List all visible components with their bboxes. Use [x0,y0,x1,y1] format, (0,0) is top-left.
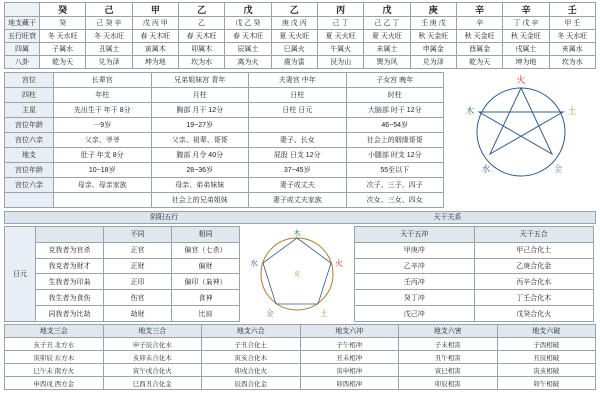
cell: 夏 天火旺 [317,30,363,43]
cell-day-master: 日柱 日元 [249,103,347,118]
cell: 比肩 [172,306,240,322]
cell: 巽为风 [364,56,410,69]
row-label: 宫位 [5,73,54,88]
row-label: 主星 [5,103,54,118]
cell: 寅亥合化木 [202,351,301,364]
cell: 甲庚冲 [355,242,475,258]
row-label [5,3,40,17]
cell: 寅午戌合化火 [103,364,202,377]
table-row [5,73,444,88]
cell: 甲己合化土 [474,242,594,258]
table-row [5,56,596,69]
cell: 克我者为官杀 [36,242,104,258]
cell: 癸 [40,17,86,30]
table-row [5,163,444,178]
ten-gods-table [4,226,240,322]
cell: 戊 乙 癸 [225,17,271,30]
cell: 卯辰相害 [399,377,498,390]
cell: 酉属金 [456,43,502,56]
cell: 巳属火 [271,43,317,56]
cell: 丁 戊 辛 [503,17,549,30]
cell-year-stem: 先出生干 年干 8分 [54,103,152,118]
cell: 寅亥相破 [497,364,596,377]
cell: 生我者为印枭 [36,274,104,290]
star-svg [446,72,596,190]
cell: 坤为地 [132,56,178,69]
col-header-clash: 天干五冲 [355,227,475,243]
cell: 巳午未 南方火 [5,364,104,377]
table-row [5,290,240,306]
cell: 己 癸 辛 [86,17,132,30]
cell: 乾为天 [40,56,86,69]
table-row [355,258,594,274]
cell: 次女、三女、四女 [346,193,444,208]
heavenly-stem-relations-table [354,226,594,322]
branch-header-cell: 辛 [503,3,549,17]
cell: 癸丁冲 [355,290,475,306]
wheel-node-metal: 金 [266,309,274,318]
table-row [5,178,444,193]
cell: 10~18岁 [54,163,152,178]
cell: 正官 [104,242,172,258]
wheel-node-fire: 火 [335,259,343,268]
cell: 时柱 [346,88,444,103]
col-header-sanhe: 地支三合 [103,325,202,338]
table-row [5,133,444,148]
col-header-combine: 天干五合 [474,227,594,243]
cell: 乙 [178,17,224,30]
cell: 坎为水 [549,56,595,69]
table-row [5,377,596,390]
cell: 未属土 [364,43,410,56]
row-label: 四属 [5,43,40,56]
col-header-sanhui: 地支三会 [5,325,104,338]
cell: 兑为泽 [86,56,132,69]
col-header-liuchong: 地支六冲 [300,325,399,338]
cell: 巳酉丑合化金 [103,377,202,390]
branch-relations-table [4,324,596,390]
cell: 母亲、弟弟妹妹 [151,178,249,193]
cell: 亥卯未合化木 [103,351,202,364]
band-right-label: 天干关系 [433,214,462,221]
cell: 辰酉合化金 [202,377,301,390]
cell: 丙辛合化水 [474,274,594,290]
cell: 春 天木旺 [225,30,271,43]
branch-header-cell: 甲 [132,3,178,17]
cell: 寅巳相害 [399,364,498,377]
cell-month-stem: 胸部 月干 12分 [151,103,249,118]
col-header-liuhai: 地支六害 [399,325,498,338]
cell: 偏官（七杀） [172,242,240,258]
cell: 丑辰相破 [497,351,596,364]
cell: 戌属土 [503,43,549,56]
cell: 丑未相冲 [300,351,399,364]
table-row [5,43,596,56]
cell-hour-branch: 小腿部 时支 12分 [346,148,444,163]
row-label: 宫位六亲 [5,133,54,148]
cell: 夏 天火旺 [364,30,410,43]
cell: 春 天木旺 [132,30,178,43]
cell: 离为火 [225,56,271,69]
row-label: 地支藏干 [5,17,40,30]
cell: 母亲、母亲家族 [54,178,152,193]
branch-header-cell: 庚 [410,3,456,17]
row-label: 四柱 [5,88,54,103]
table-row [5,103,444,118]
wheel-node-wood: 木 [293,229,301,238]
cell: 寅申相冲 [300,364,399,377]
cell: 丑属土 [86,43,132,56]
cell: 卯属木 [178,43,224,56]
star-node-fire: 火 [516,75,526,85]
cell: 乾为天 [456,56,502,69]
cell: 秋 天金旺 [503,30,549,43]
cell: 申属金 [410,43,456,56]
cell: 月柱 [151,88,249,103]
cell: 冬 天水旺 [40,30,86,43]
cell: 戊己冲 [355,306,475,322]
cell: 申酉戌 西方金 [5,377,104,390]
branch-header-cell: 戊 [225,3,271,17]
cell: 丁壬合化木 [474,290,594,306]
cell: 19~27岁 [151,118,249,133]
section-band [4,211,596,224]
table-row [5,227,240,243]
band-left-label: 阴阳五行 [150,214,179,221]
cell: 食神 [172,290,240,306]
table-row [5,306,240,322]
lower-section [4,226,596,322]
four-pillars-table [4,72,444,208]
cell: 28~36岁 [151,163,249,178]
five-element-star-diagram [446,72,596,190]
cell: 戊癸合化火 [474,306,594,322]
cell: 午属火 [317,43,363,56]
table-row [5,338,596,351]
table-row [355,227,594,243]
cell: 正印 [104,274,172,290]
cell-day-branch: 屁股 日支 12分 [249,148,347,163]
wheel-label-control: 克 [293,272,301,278]
table-row [5,325,596,338]
table-row [5,118,444,133]
cell: 秋 天金旺 [456,30,502,43]
cell [249,118,347,133]
cell: 父亲、爷爷 [54,133,152,148]
table-row [355,274,594,290]
branch-header-cell: 辛 [456,3,502,17]
table-row [355,306,594,322]
col-header-same: 相同 [172,227,240,243]
wheel-svg [242,226,352,322]
wheel-node-earth: 土 [320,309,328,318]
cell: 同我者为比劫 [36,306,104,322]
branch-header-cell: 戊 [364,3,410,17]
cell: 己 丁 [317,17,363,30]
star-node-earth: 土 [567,106,577,116]
cell: 正财 [104,258,172,274]
branch-header-cell: 乙 [178,3,224,17]
cell: 卯酉相冲 [300,377,399,390]
pillars-section [4,72,596,208]
cell: 寅属木 [132,43,178,56]
row-label: 宫位年龄 [5,163,54,178]
cell: 妻子、长女 [249,133,347,148]
cell: 一9岁 [54,118,152,133]
star-node-water: 水 [481,164,491,174]
cell: 我生者为食伤 [36,290,104,306]
cell: 辛 [456,17,502,30]
col-header-different: 不同 [104,227,172,243]
generation-control-wheel-diagram [242,226,352,322]
branch-header-cell: 丙 [317,3,363,17]
table-row [5,364,596,377]
col-header-liuhe: 地支六合 [202,325,301,338]
cell: 坤为地 [503,56,549,69]
cell: 子午相冲 [300,338,399,351]
cell: 夏 天火旺 [271,30,317,43]
row-label: 五行旺衰 [5,30,40,43]
cell: 子女宫 晚年 [346,73,444,88]
cell: 我克者为财才 [36,258,104,274]
cell: 申子辰合化水 [103,338,202,351]
cell: 卯午相破 [497,377,596,390]
table-row [5,242,240,258]
cell: 子属水 [40,43,86,56]
cell [54,193,152,208]
cell: 冬 天水旺 [86,30,132,43]
branch-header-cell: 己 [86,3,132,17]
cell: 年柱 [54,88,152,103]
row-label: 地支 [5,148,54,163]
cell: 偏印（枭神） [172,274,240,290]
cell: 日柱 [249,88,347,103]
cell: 兄弟姐妹宫 青年 [151,73,249,88]
cell: 夫妻宫 中年 [249,73,347,88]
cell: 壬 庚 戊 [410,17,456,30]
table-row [5,193,444,208]
cell: 春 天木旺 [178,30,224,43]
earthly-branch-table [4,2,596,69]
cell: 丑午相害 [399,351,498,364]
branch-header-cell: 壬 [549,3,595,17]
cell: 震为雷 [271,56,317,69]
cell: 社会上的姻缘哥哥 [346,133,444,148]
table-row [355,290,594,306]
cell: 46~54岁 [346,118,444,133]
cell: 乙辛冲 [355,258,475,274]
cell: 37~45岁 [249,163,347,178]
row-label-day-master: 日元 [5,227,36,322]
table-row [5,3,596,17]
table-row [5,88,444,103]
table-row [5,274,240,290]
cell: 妻子或丈夫家族 [249,193,347,208]
cell: 子酉相破 [497,338,596,351]
cell: 次子、三子、四子 [346,178,444,193]
cell: 亥子丑 北方水 [5,338,104,351]
cell: 坎为水 [178,56,224,69]
cell: 乙庚合化金 [474,258,594,274]
table-row [5,258,240,274]
cell: 艮为山 [317,56,363,69]
row-label: 宫位六亲 [5,178,54,193]
cell: 辰属土 [225,43,271,56]
cell-hour-stem: 大脑部 时干 12分 [346,103,444,118]
cell-month-branch: 腹部 月令 40分 [151,148,249,163]
cell: 55至以下 [346,163,444,178]
cell: 妻子或丈夫 [249,178,347,193]
cell: 甲 壬 [549,17,595,30]
cell: 戊 丙 甲 [132,17,178,30]
cell: 父亲、祖辈、哥哥 [151,133,249,148]
cell-year-branch: 肚子 年支 8分 [54,148,152,163]
cell: 伤官 [104,290,172,306]
table-row [5,17,596,30]
branch-header-cell: 癸 [40,3,86,17]
cell: 子丑合化土 [202,338,301,351]
row-label: 宫位年龄 [5,118,54,133]
row-label: 八卦 [5,56,40,69]
cell: 庚 戊 丙 [271,17,317,30]
cell: 兑为泽 [410,56,456,69]
cell: 偏财 [172,258,240,274]
cell: 秋 天金旺 [410,30,456,43]
cell: 亥属水 [549,43,595,56]
cell: 壬丙冲 [355,274,475,290]
wheel-node-water: 水 [250,259,258,268]
cell: 子未相害 [399,338,498,351]
table-row [5,30,596,43]
cell: 劫财 [104,306,172,322]
row-label [5,193,54,208]
cell: 寅卯辰 东方木 [5,351,104,364]
cell: 卯戌合化火 [202,364,301,377]
cell: 冬 天水旺 [549,30,595,43]
table-row [5,148,444,163]
col-header [36,227,104,243]
cell: 己 乙 丁 [364,17,410,30]
star-node-metal: 金 [553,164,563,174]
cell: 社会上的兄弟姐妹 [151,193,249,208]
cell: 长辈宫 [54,73,152,88]
table-row [5,351,596,364]
col-header-liupo: 地支六破 [497,325,596,338]
table-row [355,242,594,258]
branch-header-cell: 乙 [271,3,317,17]
star-node-wood: 木 [465,106,475,116]
